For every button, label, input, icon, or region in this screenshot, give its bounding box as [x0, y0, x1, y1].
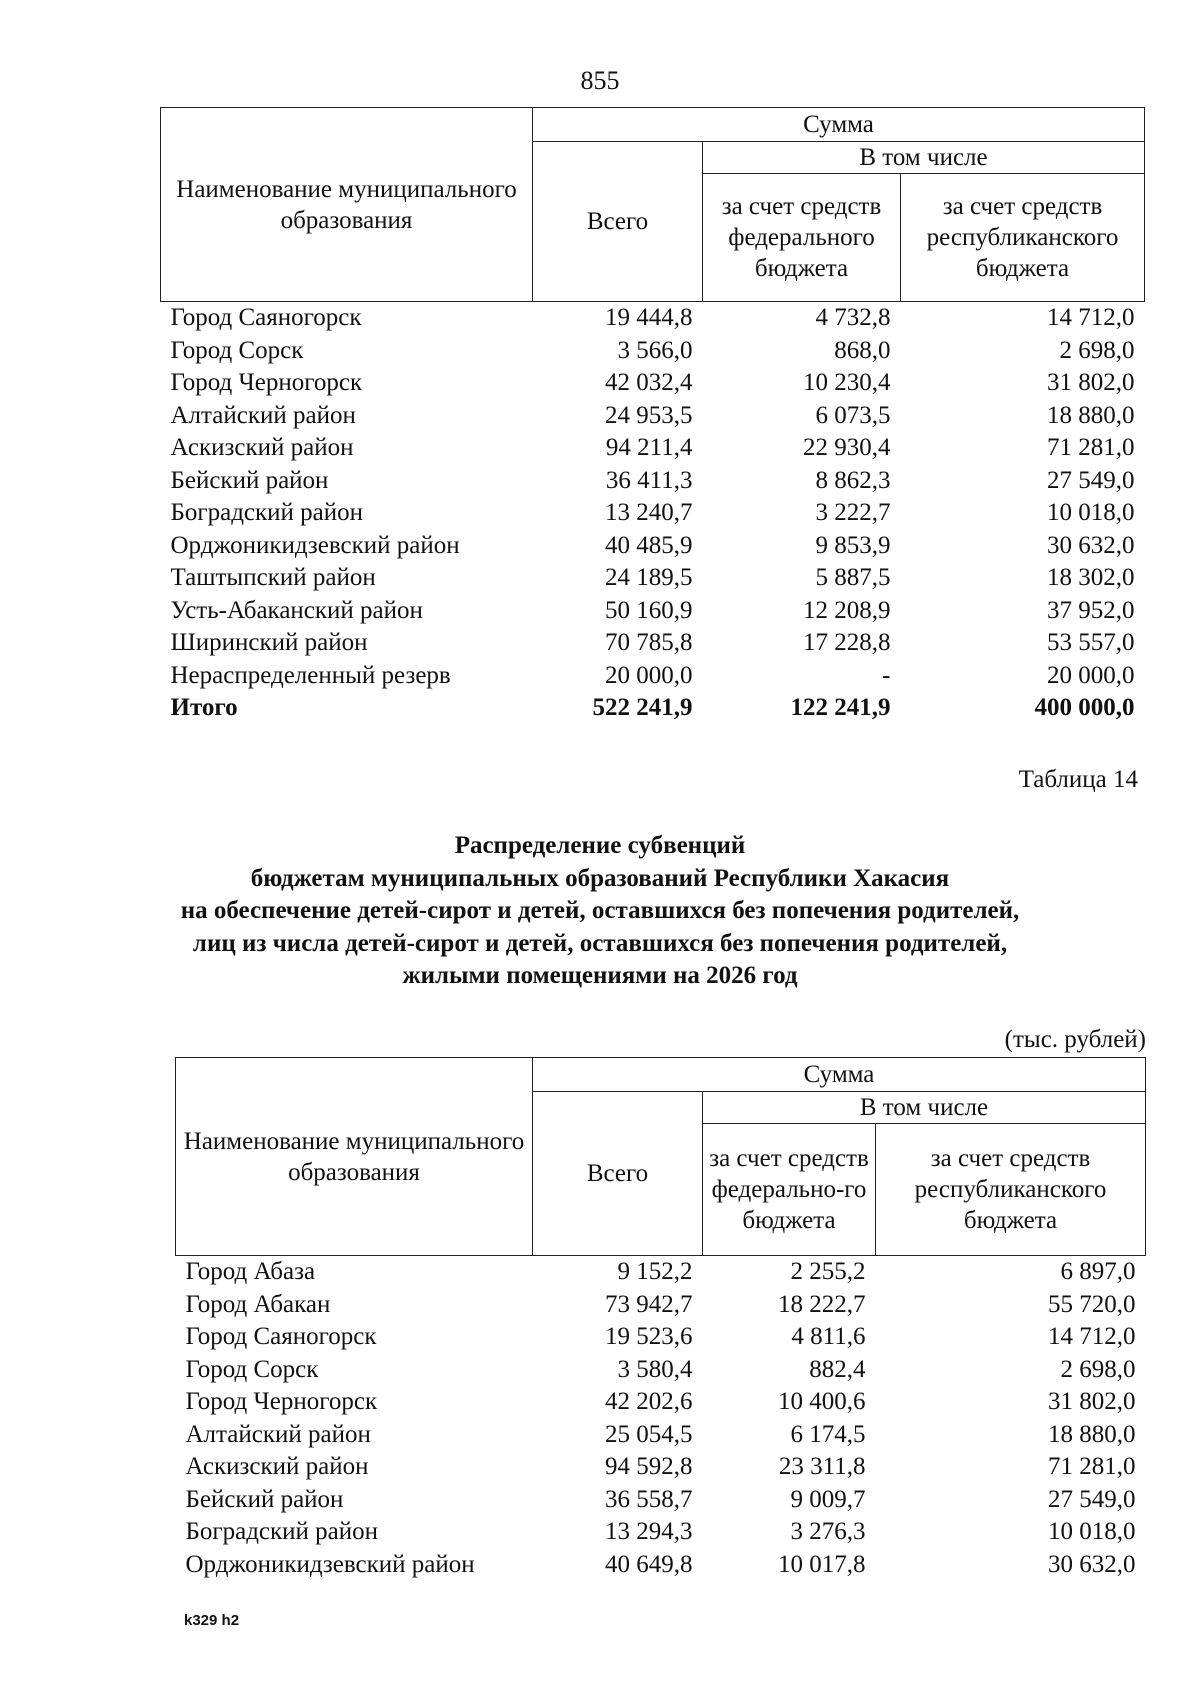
republic-value: 27 549,0 — [1047, 466, 1135, 494]
total-value: 70 785,8 — [605, 629, 693, 656]
federal-value: 5 887,5 — [815, 564, 891, 591]
title-line: лиц из числа детей-сирот и детей, оставшихся без попечения родителей, — [192, 929, 1008, 957]
table-row — [176, 1451, 1146, 1484]
republic-value: 18 880,0 — [1047, 401, 1135, 429]
municipality-name: Аскизский район — [185, 1453, 369, 1480]
total-value: 50 160,9 — [605, 596, 693, 624]
header-sum: Сумма — [533, 1058, 1146, 1092]
municipality-name: Бейский район — [170, 466, 329, 494]
federal-value: - — [882, 661, 891, 689]
table-row — [176, 1256, 1146, 1289]
table-row — [161, 465, 1145, 498]
republic-value: 37 952,0 — [1047, 596, 1135, 624]
federal-value: 9 853,9 — [815, 531, 891, 559]
federal-value: 4 811,6 — [791, 1323, 866, 1350]
federal-value: 868,0 — [834, 336, 891, 364]
republic-value: 30 632,0 — [1047, 531, 1135, 559]
municipality-name: Орджоникидзевский район — [185, 1550, 475, 1578]
municipality-name: Город Черногорск — [185, 1388, 378, 1415]
republic-value: 2 698,0 — [1059, 336, 1135, 364]
header-including: В том числе — [703, 1092, 1146, 1124]
header-republic: за счет средств республиканского бюджета — [876, 1124, 1146, 1256]
republic-value: 6 897,0 — [1060, 1258, 1136, 1285]
federal-value: 3 222,7 — [815, 499, 891, 526]
municipality-name: Город Саяногорск — [170, 304, 362, 331]
table-row — [176, 1484, 1146, 1517]
total-value: 522 241,9 — [592, 694, 693, 721]
municipality-name: Город Сорск — [185, 1355, 319, 1383]
federal-value: 12 208,9 — [803, 596, 891, 624]
federal-value: 9 009,7 — [790, 1485, 866, 1513]
total-value: 24 189,5 — [605, 564, 693, 591]
header-federal: за счет средств федерального бюджета — [703, 174, 901, 302]
total-value: 36 411,3 — [605, 466, 693, 494]
subsidy-table-1 — [160, 107, 1145, 725]
municipality-name: Аскизский район — [170, 434, 354, 461]
table-row — [161, 530, 1145, 563]
total-value: 19 444,8 — [605, 304, 693, 331]
total-value: 13 240,7 — [605, 499, 693, 526]
table-row — [176, 1386, 1146, 1419]
table-row — [161, 627, 1145, 660]
republic-value: 18 302,0 — [1047, 564, 1135, 591]
total-value: 3 566,0 — [617, 336, 693, 364]
table-row — [161, 302, 1145, 335]
table-row — [161, 562, 1145, 595]
table-row — [161, 432, 1145, 465]
federal-value: 10 230,4 — [803, 369, 891, 396]
federal-value: 18 222,7 — [778, 1290, 866, 1318]
total-value: 13 294,3 — [605, 1518, 693, 1545]
federal-value: 17 228,8 — [803, 629, 891, 656]
federal-value: 6 174,5 — [790, 1420, 866, 1448]
table-row — [176, 1289, 1146, 1322]
header-total: Всего — [533, 142, 703, 302]
republic-value: 18 880,0 — [1048, 1420, 1136, 1448]
republic-value: 10 018,0 — [1048, 1518, 1136, 1545]
table-2-body — [176, 1256, 1146, 1582]
municipality-name: Усть-Абаканский район — [170, 596, 423, 624]
federal-value: 10 017,8 — [778, 1550, 866, 1578]
municipality-name: Город Черногорск — [170, 369, 363, 396]
total-value: 40 649,8 — [605, 1550, 693, 1578]
republic-value: 400 000,0 — [1034, 694, 1135, 721]
federal-value: 2 255,2 — [790, 1258, 866, 1285]
table-caption: Таблица 14 — [1018, 766, 1138, 793]
federal-value: 10 400,6 — [778, 1388, 866, 1415]
title-line: бюджетам муниципальных образований Республики Хакасия — [250, 864, 950, 892]
total-value: 40 485,9 — [605, 531, 693, 559]
header-sum: Сумма — [533, 108, 1145, 142]
header-including: В том числе — [703, 142, 1145, 174]
municipality-name: Орджоникидзевский район — [170, 531, 460, 559]
total-value: 20 000,0 — [605, 661, 693, 689]
republic-value: 71 281,0 — [1047, 434, 1135, 461]
republic-value: 20 000,0 — [1047, 661, 1135, 689]
republic-value: 31 802,0 — [1047, 369, 1135, 396]
total-value: 3 580,4 — [617, 1355, 693, 1383]
municipality-name: Таштыпский район — [170, 564, 376, 591]
republic-value: 14 712,0 — [1047, 304, 1135, 331]
municipality-name: Ширинский район — [170, 629, 368, 656]
table-row — [161, 660, 1145, 693]
federal-value: 8 862,3 — [815, 466, 891, 494]
total-value: 25 054,5 — [605, 1420, 693, 1448]
federal-value: 22 930,4 — [803, 434, 891, 461]
total-value: 9 152,2 — [617, 1258, 693, 1285]
total-value: 94 592,8 — [605, 1453, 693, 1480]
table-row — [176, 1516, 1146, 1549]
municipality-name: Город Сорск — [170, 336, 304, 364]
municipality-name: Нераспределенный резерв — [170, 661, 451, 689]
municipality-name: Итого — [170, 694, 238, 721]
republic-value: 2 698,0 — [1060, 1355, 1136, 1383]
federal-value: 882,4 — [809, 1355, 866, 1383]
total-value: 42 202,6 — [605, 1388, 693, 1415]
municipality-name: Алтайский район — [170, 401, 356, 429]
municipality-name: Город Абакан — [185, 1290, 331, 1318]
republic-value: 27 549,0 — [1048, 1485, 1136, 1513]
table-1-body — [161, 302, 1145, 725]
total-value: 42 032,4 — [605, 369, 693, 396]
header-name: Наименование муниципального образования — [161, 108, 533, 302]
subsidy-table-2 — [175, 1057, 1146, 1581]
document-title — [0, 830, 1200, 993]
republic-value: 30 632,0 — [1048, 1550, 1136, 1578]
title-line: Распределение субвенций — [454, 832, 746, 859]
municipality-name: Город Абаза — [185, 1258, 316, 1285]
total-value: 36 558,7 — [605, 1485, 693, 1513]
municipality-name: Боградский район — [170, 499, 364, 526]
total-value: 19 523,6 — [605, 1323, 693, 1350]
total-value: 24 953,5 — [605, 401, 693, 429]
table-row — [176, 1354, 1146, 1387]
federal-value: 4 732,8 — [815, 304, 891, 331]
total-value: 73 942,7 — [605, 1290, 693, 1318]
table-row — [176, 1321, 1146, 1354]
municipality-name: Алтайский район — [185, 1420, 371, 1448]
table-row — [161, 497, 1145, 530]
federal-value: 3 276,3 — [790, 1518, 866, 1545]
republic-value: 10 018,0 — [1047, 499, 1135, 526]
republic-value: 53 557,0 — [1047, 629, 1135, 656]
header-federal: за счет средств федерально-го бюджета — [703, 1124, 876, 1256]
total-value: 94 211,4 — [605, 434, 693, 461]
municipality-name: Бейский район — [185, 1485, 344, 1513]
republic-value: 71 281,0 — [1048, 1453, 1136, 1480]
total-row — [161, 692, 1145, 725]
table-row — [176, 1549, 1146, 1582]
table-row — [161, 335, 1145, 368]
page-number: 855 — [580, 66, 620, 95]
republic-value: 55 720,0 — [1048, 1290, 1136, 1318]
footer-code: k329 h2 — [184, 1612, 240, 1629]
table-row — [161, 400, 1145, 433]
table-row — [176, 1419, 1146, 1452]
title-line: на обеспечение детей-сирот и детей, оставшихся без попечения родителей, — [180, 897, 1020, 924]
federal-value: 6 073,5 — [815, 401, 891, 429]
units-note: (тыс. рублей) — [1004, 1026, 1146, 1053]
republic-value: 31 802,0 — [1048, 1388, 1136, 1415]
header-republic: за счет средств республиканского бюджета — [901, 174, 1145, 302]
republic-value: 14 712,0 — [1048, 1323, 1136, 1350]
municipality-name: Город Саяногорск — [185, 1323, 377, 1350]
title-line: жилыми помещениями на 2026 год — [402, 962, 798, 989]
header-name: Наименование муниципального образования — [176, 1058, 533, 1256]
table-row — [161, 367, 1145, 400]
header-total: Всего — [533, 1092, 703, 1256]
table-row — [161, 595, 1145, 628]
federal-value: 122 241,9 — [790, 694, 891, 721]
federal-value: 23 311,8 — [778, 1453, 866, 1480]
municipality-name: Боградский район — [185, 1518, 379, 1545]
